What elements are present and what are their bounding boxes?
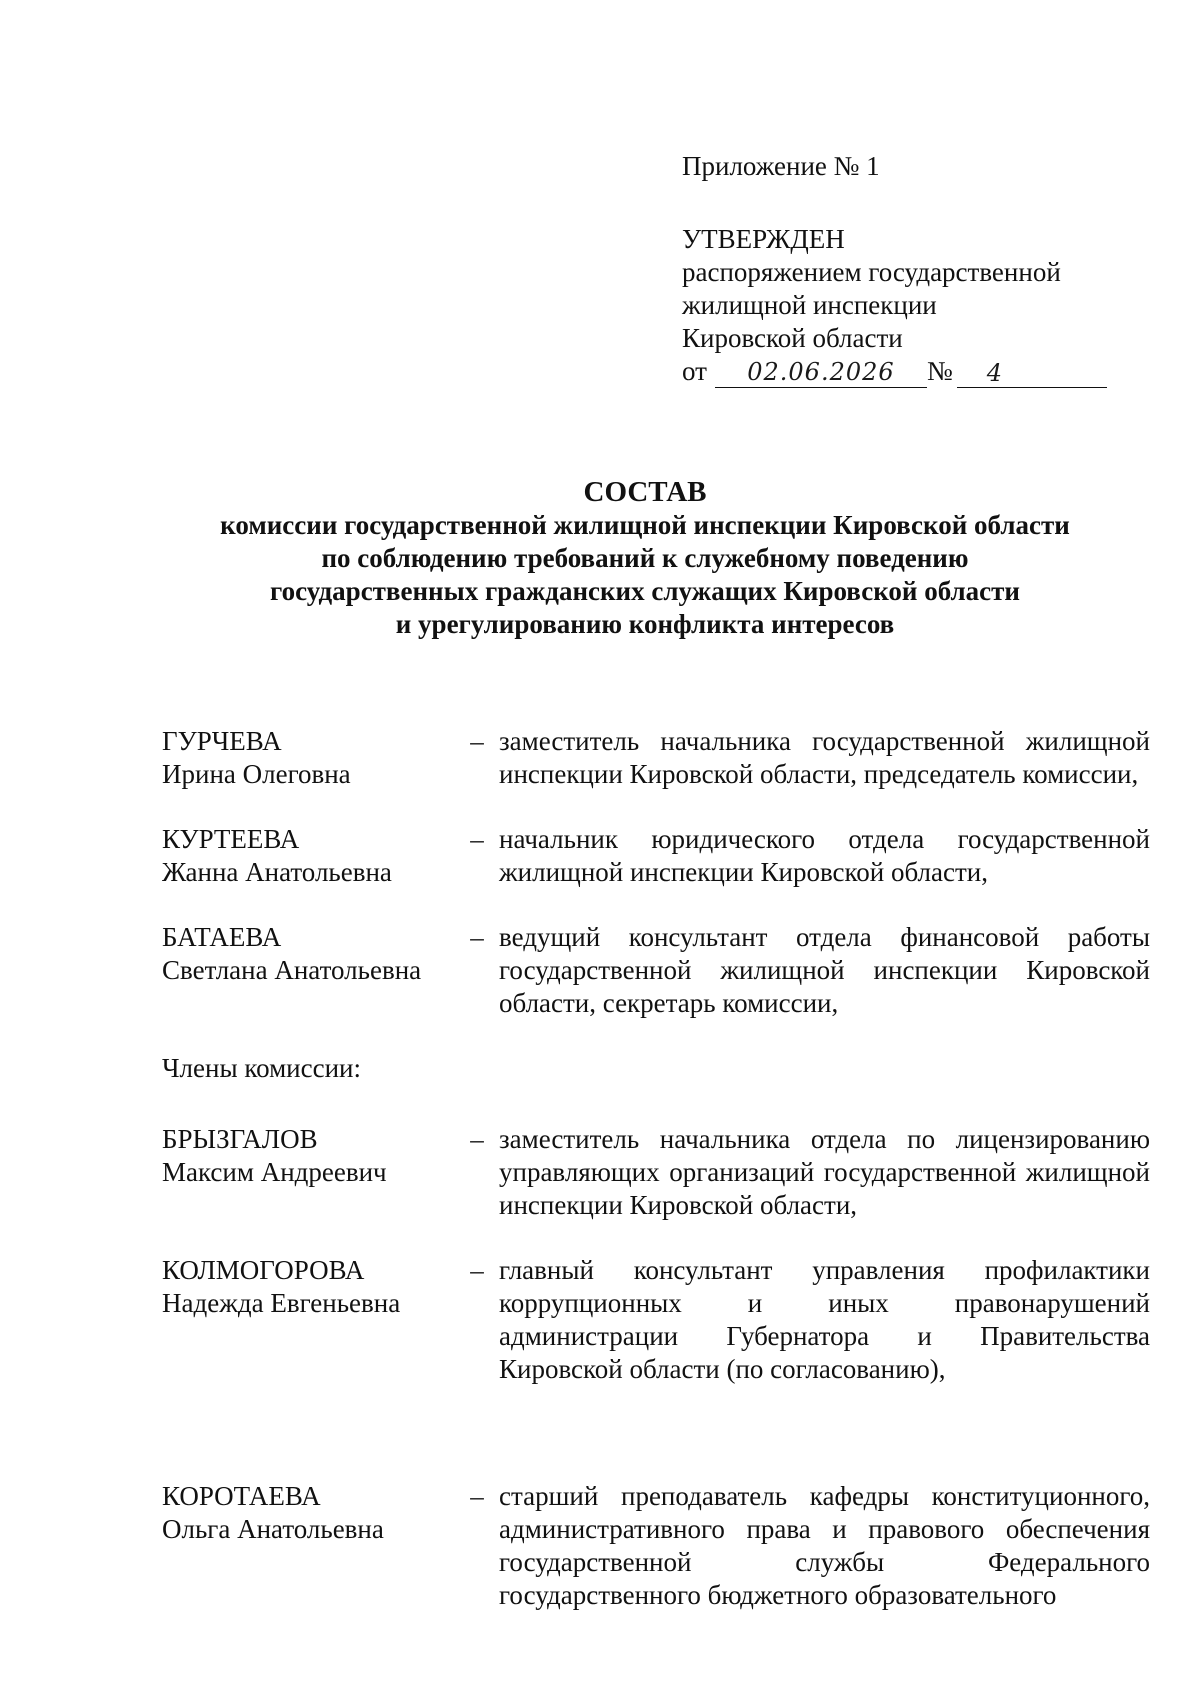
date-field — [715, 359, 927, 388]
title-line-3: государственных гражданских служащих Кировской области — [270, 576, 1020, 606]
list-item — [162, 921, 1150, 1020]
member-position: заместитель начальника отдела по лицензированию управляющих организаций государственной жилищной инспекции Кировской области, — [499, 1124, 1150, 1220]
member-surname: БРЫЗГАЛОВ — [162, 1124, 318, 1154]
appendix-label: Приложение № 1 — [682, 151, 880, 181]
member-name — [162, 823, 457, 889]
number-prefix: № — [926, 356, 953, 386]
member-surname: БАТАЕВА — [162, 922, 282, 952]
member-name — [162, 1254, 457, 1320]
handwritten-date: 02.06.2026 — [747, 358, 895, 386]
member-position: старший преподаватель кафедры конституционного, административного права и правового обеспечения государственной службы Федерального государственного бюджетного образовательного — [499, 1481, 1150, 1610]
member-name — [162, 725, 457, 791]
member-surname: ГУРЧЕВА — [162, 726, 282, 756]
member-given-name: Ирина Олеговна — [162, 759, 351, 789]
dash-separator: – — [470, 726, 484, 756]
list-item — [162, 1123, 1150, 1222]
member-position: главный консультант управления профилактики коррупционных и иных правонарушений администрации Губернатора и Правительства Кировской области (по согласованию), — [499, 1255, 1150, 1384]
member-name — [162, 1123, 457, 1189]
member-position: ведущий консультант отдела финансовой работы государственной жилищной инспекции Кировской области, секретарь комиссии, — [499, 922, 1150, 1018]
title-main: СОСТАВ — [583, 476, 707, 508]
title-line-4: и урегулированию конфликта интересов — [395, 609, 895, 639]
member-surname: КОЛМОГОРОВА — [162, 1255, 365, 1285]
dash-separator: – — [470, 1124, 484, 1154]
approved-by-line-2: жилищной инспекции — [682, 290, 937, 320]
list-item — [162, 1254, 1150, 1386]
approved-label: УТВЕРЖДЕН — [682, 224, 845, 254]
title-line-1: комиссии государственной жилищной инспекции Кировской области — [220, 510, 1070, 540]
commission-list — [162, 725, 1150, 1644]
list-item — [162, 725, 1150, 791]
dash-separator: – — [470, 1255, 484, 1285]
dash-separator: – — [470, 1481, 484, 1511]
document-title — [100, 476, 1190, 641]
member-position: заместитель начальника государственной жилищной инспекции Кировской области, председатель комиссии, — [499, 726, 1150, 789]
spacer — [162, 1418, 1150, 1480]
list-item — [162, 823, 1150, 889]
member-given-name: Надежда Евгеньевна — [162, 1288, 401, 1318]
member-given-name: Максим Андреевич — [162, 1157, 387, 1187]
approved-by-line-3: Кировской области — [682, 323, 903, 353]
member-name — [162, 921, 457, 987]
date-number-line — [682, 355, 1142, 391]
number-field — [957, 360, 1107, 388]
member-position: начальник юридического отдела государственной жилищной инспекции Кировской области, — [499, 824, 1150, 887]
title-line-2: по соблюдению требований к служебному поведению — [321, 543, 969, 573]
dash-separator: – — [470, 824, 484, 854]
member-given-name: Жанна Анатольевна — [162, 857, 392, 887]
members-label: Члены комиссии: — [162, 1053, 361, 1083]
member-given-name: Светлана Анатольевна — [162, 955, 422, 985]
list-item — [162, 1480, 1150, 1612]
dash-separator: – — [470, 922, 484, 952]
member-surname: КОРОТАЕВА — [162, 1481, 321, 1511]
approved-by-line-1: распоряжением государственной — [682, 257, 1061, 287]
approval-block — [682, 150, 1142, 391]
handwritten-number: 4 — [986, 359, 1003, 387]
date-prefix: от — [682, 356, 707, 386]
member-name — [162, 1480, 457, 1546]
member-given-name: Ольга Анатольевна — [162, 1514, 384, 1544]
member-surname: КУРТЕЕВА — [162, 824, 300, 854]
